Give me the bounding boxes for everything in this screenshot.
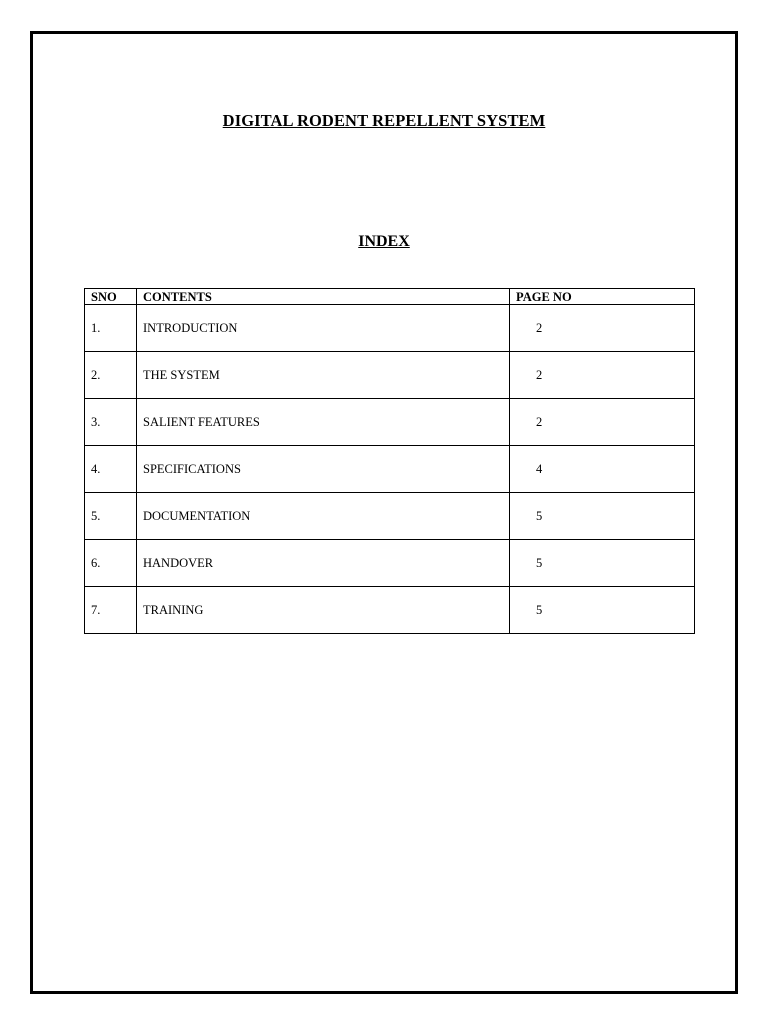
row-contents: HANDOVER — [137, 540, 510, 587]
row-sno: 3. — [85, 399, 137, 446]
row-page-no: 2 — [510, 352, 695, 399]
row-sno: 4. — [85, 446, 137, 493]
document-title: DIGITAL RODENT REPELLENT SYSTEM — [222, 111, 546, 130]
header-contents: CONTENTS — [137, 289, 510, 305]
table-row — [85, 493, 695, 540]
row-contents: SALIENT FEATURES — [137, 399, 510, 446]
row-sno: 6. — [85, 540, 137, 587]
row-contents: SPECIFICATIONS — [137, 446, 510, 493]
row-sno: 5. — [85, 493, 137, 540]
table-header-row — [85, 289, 695, 305]
row-contents: THE SYSTEM — [137, 352, 510, 399]
row-page-no: 2 — [510, 305, 695, 352]
row-contents: INTRODUCTION — [137, 305, 510, 352]
header-page-no: PAGE NO — [510, 289, 695, 305]
row-page-no: 5 — [510, 493, 695, 540]
table-row — [85, 446, 695, 493]
index-heading: INDEX — [358, 233, 410, 250]
row-sno: 2. — [85, 352, 137, 399]
table-row — [85, 399, 695, 446]
row-sno: 1. — [85, 305, 137, 352]
row-page-no: 5 — [510, 540, 695, 587]
row-contents: TRAINING — [137, 587, 510, 634]
table-row — [85, 587, 695, 634]
header-sno: SNO — [85, 289, 137, 305]
index-table — [84, 288, 695, 634]
row-contents: DOCUMENTATION — [137, 493, 510, 540]
table-row — [85, 352, 695, 399]
row-page-no: 2 — [510, 399, 695, 446]
row-page-no: 4 — [510, 446, 695, 493]
row-page-no: 5 — [510, 587, 695, 634]
table-row — [85, 305, 695, 352]
row-sno: 7. — [85, 587, 137, 634]
table-row — [85, 540, 695, 587]
